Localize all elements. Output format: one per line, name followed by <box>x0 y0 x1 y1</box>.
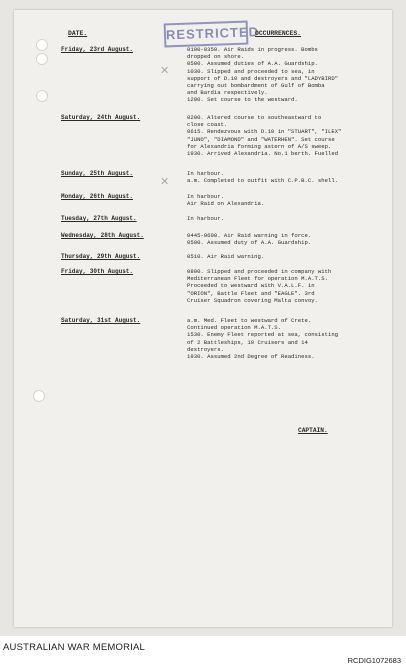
entry-line: Proceeded to westward with V.A.L.F. in <box>187 282 315 290</box>
entry-date: Wednesday, 28th August. <box>61 232 144 239</box>
entry-occurrences <box>187 170 392 184</box>
entry-line: destroyers. <box>187 345 224 353</box>
entry-line: 0500. Assumed duties of A.A. Guardship. <box>187 60 318 68</box>
entry-line: 0500. Assumed duty of A.A. Guardship. <box>187 239 312 247</box>
entry-date: Tuesday, 27th August. <box>61 215 137 222</box>
entry-line: for Alexandria forming astern of A/S sweep. <box>187 142 332 150</box>
entry-line: 1930. Assumed 2nd Degree of Readiness. <box>187 353 315 361</box>
entry-occurrences <box>187 232 392 246</box>
entry-line: Continued operation M.A.T.S. <box>187 324 281 332</box>
entry-line: support of D.10 and destroyers and "LADYBIRD" <box>187 74 339 82</box>
entry-date: Saturday, 31st August. <box>61 317 141 324</box>
entry-occurrences <box>187 253 392 260</box>
entry-line: and Bardia respectively. <box>187 89 268 97</box>
entry-line: Cruiser Squadron covering Malta convoy. <box>187 296 318 304</box>
entry-occurrences <box>187 268 392 304</box>
entry-date: Friday, 23rd August. <box>61 46 134 53</box>
punch-hole <box>36 90 48 102</box>
entry-line: 0510. Air Raid warning. <box>187 253 265 260</box>
entry-occurrences <box>187 215 392 222</box>
entry-line: dropped on shore. <box>187 53 245 61</box>
entry-date: Friday, 30th August. <box>61 268 134 275</box>
entry-occurrences <box>187 193 392 207</box>
entry-line: 1030. Slipped and proceeded to sea, in <box>187 67 315 75</box>
entry-line: 0800. Slipped and proceeded in company with <box>187 268 332 275</box>
column-header-occurrences: OCCURRENCES. <box>255 30 302 37</box>
punch-hole <box>36 53 48 65</box>
entry-date: Monday, 26th August. <box>61 193 134 200</box>
entry-occurrences <box>187 317 392 360</box>
entry-line: close coast. <box>187 121 228 129</box>
entry-date: Sunday, 25th August. <box>61 170 134 177</box>
entry-line: Mediterranean Fleet for operation M.A.T.S. <box>187 275 328 283</box>
footer <box>0 636 406 666</box>
entry-line: carrying out bombardment of Gulf of Bomba <box>187 82 325 90</box>
entry-line: "JUNO", "DIAMOND" and "WATERHEN". Set course <box>187 135 335 143</box>
footer-source: AUSTRALIAN WAR MEMORIAL <box>3 642 146 653</box>
column-header-dates: DATE. <box>68 30 88 37</box>
entry-line: 0445-0600. Air Raid warning in force. <box>187 232 312 239</box>
entry-line: In harbour. <box>187 215 224 222</box>
entry-line: of 2 Battleships, 10 Cruisers and 14 <box>187 338 308 346</box>
entry-line: 1530. Enemy Fleet reported at sea, consisting <box>187 331 339 339</box>
entry-line: 0615. Rendezvous with D.10 in "STUART", "ILEX" <box>187 128 342 136</box>
entry-date: Saturday, 24th August. <box>61 114 141 121</box>
footer-record-id: RCDIG1072683 <box>347 656 401 665</box>
entry-line: a.m. Med. Fleet to westward of Crete. <box>187 317 312 324</box>
entry-occurrences <box>187 46 392 104</box>
entry-line: 0100-0350. Air Raids in progress. Bombs <box>187 46 318 53</box>
entry-line: In harbour. <box>187 193 224 200</box>
punch-hole <box>33 390 45 402</box>
restricted-stamp: RESTRICTED <box>164 21 249 48</box>
entry-occurrences <box>187 114 392 157</box>
signature-captain: CAPTAIN. <box>298 427 328 434</box>
entry-line: In harbour. <box>187 170 224 177</box>
entry-line: 0200. Altered course to southeastward to <box>187 114 322 121</box>
pencil-cross-mark: ✕ <box>160 65 170 77</box>
entry-date: Thursday, 29th August. <box>61 253 141 260</box>
entry-line: a.m. Completed to outfit with C.P.B.C. shell. <box>187 177 339 185</box>
entry-line: 1930. Arrived Alexandria. No.1 berth. Fuelled <box>187 150 339 158</box>
pencil-cross-mark: ✕ <box>160 176 170 188</box>
entry-line: Air Raid on Alexandria. <box>187 200 265 208</box>
entry-line: 1200. Set course to the westward. <box>187 96 298 104</box>
punch-hole <box>36 39 48 51</box>
entry-line: "ORION", Battle Fleet and "EAGLE". 3rd <box>187 289 315 297</box>
